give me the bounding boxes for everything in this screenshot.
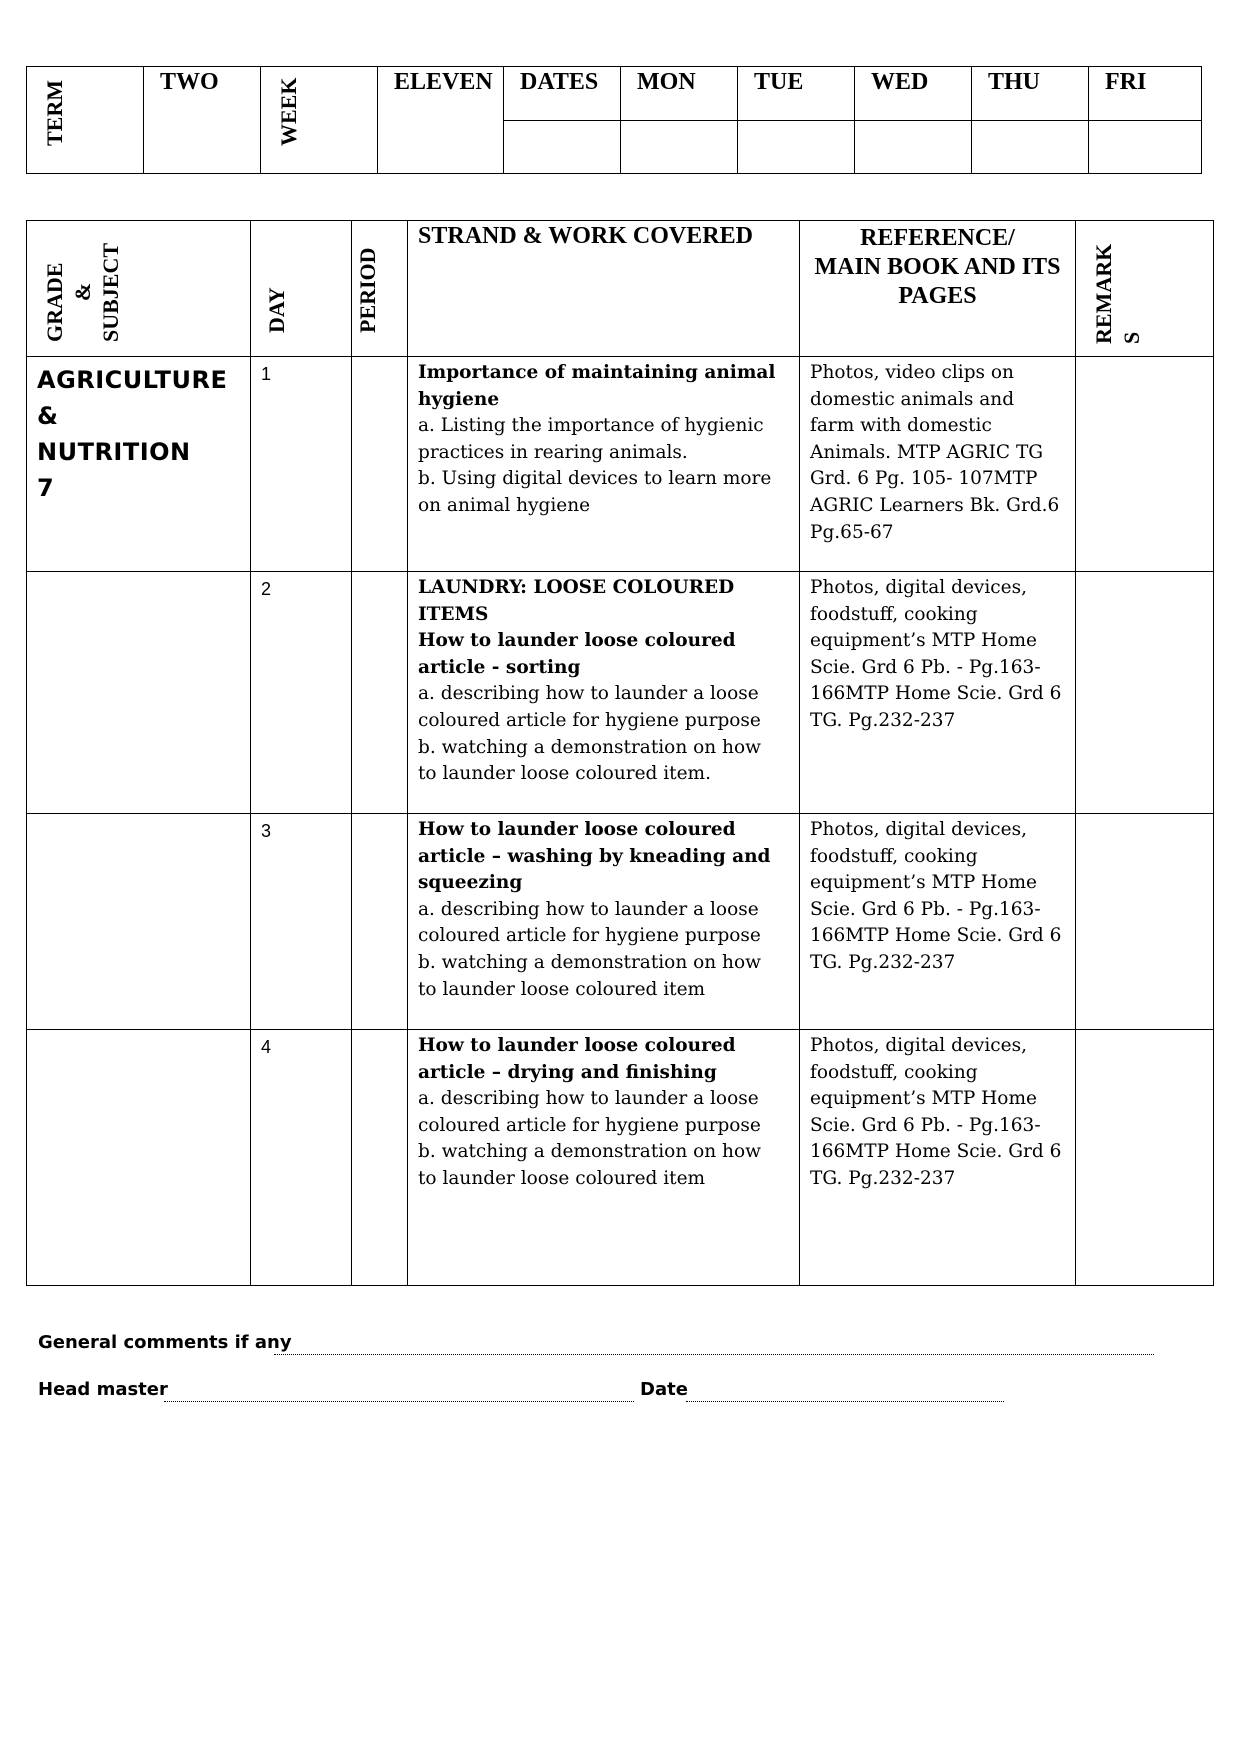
- reference-line: Pg.65-67: [810, 521, 894, 543]
- subject-line: 7: [37, 474, 55, 502]
- work-title-line: How to launder loose coloured: [418, 1035, 736, 1056]
- date-label: Date: [640, 1379, 688, 1400]
- reference-line: AGRIC Learners Bk. Grd.6: [810, 494, 1060, 516]
- reference-line: TG. Pg.232-237: [810, 951, 956, 973]
- ampersand-header-text: &: [70, 282, 95, 302]
- reference-line: Scie. Grd 6 Pb. - Pg.163-: [810, 656, 1041, 678]
- work-covered-cell: [408, 1030, 800, 1286]
- reference-line: foodstuff, cooking: [810, 1061, 978, 1083]
- dates-label: DATES: [504, 67, 621, 121]
- subject-line: AGRICULTURE: [37, 366, 228, 394]
- day-header-tue: TUE: [738, 67, 855, 121]
- general-comments-line[interactable]: [274, 1354, 1154, 1355]
- work-title-line: LAUNDRY: LOOSE COLOURED: [418, 577, 735, 598]
- reference-cell: [800, 357, 1076, 572]
- grade-subject-header: [27, 221, 251, 357]
- reference-line: TG. Pg.232-237: [810, 1167, 956, 1189]
- period-header-text: PERIOD: [355, 247, 380, 333]
- work-text-line: b. Using digital devices to learn more: [418, 468, 772, 490]
- work-title-line: article – drying and finishing: [418, 1061, 717, 1083]
- reference-line: Photos, video clips on: [810, 362, 1014, 383]
- period-header: [352, 221, 408, 357]
- date-line[interactable]: [686, 1401, 1004, 1402]
- work-title-line: ITEMS: [418, 603, 489, 625]
- table-row: [27, 1030, 1214, 1286]
- reference-line: foodstuff, cooking: [810, 603, 978, 625]
- reference-line: Photos, digital devices,: [810, 577, 1027, 598]
- period-cell: [352, 1030, 408, 1286]
- day-header-fri: FRI: [1089, 67, 1202, 121]
- subject-cell: [27, 572, 251, 814]
- work-text-line: practices in rearing animals.: [418, 441, 688, 463]
- subject-line: NUTRITION: [37, 438, 191, 466]
- general-comments-label: General comments if any: [38, 1332, 292, 1353]
- remarks-header: [1076, 221, 1214, 357]
- period-cell: [352, 572, 408, 814]
- date-cell-mon: [621, 121, 738, 174]
- table-row: [27, 572, 1214, 814]
- day-header-mon: MON: [621, 67, 738, 121]
- date-cell-wed: [855, 121, 972, 174]
- work-text-line: b. watching a demonstration on how: [418, 951, 761, 973]
- work-text-line: a. describing how to launder a loose: [418, 683, 759, 705]
- remarks-cell: [1076, 572, 1214, 814]
- work-text-line: coloured article for hygiene purpose: [418, 709, 761, 731]
- reference-line: Photos, digital devices,: [810, 819, 1027, 840]
- day-header-thu: THU: [972, 67, 1089, 121]
- scheme-of-work-table: [26, 220, 1214, 1286]
- work-title-line: article - sorting: [418, 656, 581, 678]
- reference-cell: [800, 1030, 1076, 1286]
- reference-header-line-2: MAIN BOOK AND ITS: [814, 254, 1061, 280]
- work-text-line: a. Listing the importance of hygienic: [418, 415, 764, 437]
- reference-line: TG. Pg.232-237: [810, 709, 956, 731]
- reference-line: 166MTP Home Scie. Grd 6: [810, 683, 1062, 705]
- work-text-line: to launder loose coloured item: [418, 1167, 706, 1189]
- work-text-line: to launder loose coloured item.: [418, 763, 711, 785]
- reference-line: equipment’s MTP Home: [810, 1088, 1037, 1110]
- reference-line: 166MTP Home Scie. Grd 6: [810, 925, 1062, 947]
- work-title-line: How to launder loose coloured: [418, 630, 736, 652]
- reference-header-line-3: PAGES: [898, 283, 977, 309]
- reference-cell: [800, 814, 1076, 1030]
- reference-line: equipment’s MTP Home: [810, 630, 1037, 652]
- date-cell-thu: [972, 121, 1089, 174]
- remarks-header-line-1: REMARK: [1091, 243, 1116, 344]
- work-text-line: to launder loose coloured item: [418, 978, 706, 1000]
- reference-header-line-1: REFERENCE/: [860, 225, 1015, 251]
- work-text-line: b. watching a demonstration on how: [418, 736, 761, 758]
- reference-line: Animals. MTP AGRIC TG: [810, 441, 1044, 463]
- reference-line: domestic animals and: [810, 388, 1015, 410]
- headmaster-label: Head master: [38, 1379, 168, 1400]
- period-cell: [352, 814, 408, 1030]
- reference-line: foodstuff, cooking: [810, 845, 978, 867]
- period-cell: [352, 357, 408, 572]
- date-cell-fri: [1089, 121, 1202, 174]
- subject-line: &: [37, 402, 59, 430]
- reference-line: Photos, digital devices,: [810, 1035, 1027, 1056]
- grade-header-text: GRADE: [42, 262, 67, 342]
- work-covered-cell: [408, 572, 800, 814]
- work-text-line: coloured article for hygiene purpose: [418, 925, 761, 947]
- subject-cell: [27, 1030, 251, 1286]
- work-title-line: How to launder loose coloured: [418, 819, 736, 840]
- reference-line: 166MTP Home Scie. Grd 6: [810, 1141, 1062, 1163]
- work-title-line: hygiene: [418, 388, 500, 410]
- table-row: [27, 357, 1214, 572]
- reference-line: Scie. Grd 6 Pb. - Pg.163-: [810, 1114, 1041, 1136]
- remarks-cell: [1076, 1030, 1214, 1286]
- reference-line: Grd. 6 Pg. 105- 107MTP: [810, 468, 1038, 490]
- reference-line: equipment’s MTP Home: [810, 872, 1037, 894]
- remarks-cell: [1076, 357, 1214, 572]
- term-value: TWO: [144, 67, 261, 174]
- day-number: 2: [251, 572, 352, 814]
- table-row: [27, 814, 1214, 1030]
- remarks-header-line-2: S: [1119, 331, 1144, 344]
- work-text-line: b. watching a demonstration on how: [418, 1141, 761, 1163]
- reference-header: [800, 221, 1076, 357]
- subject-cell: [27, 814, 251, 1030]
- work-title-line: article – washing by kneading and: [418, 845, 771, 867]
- week-label-cell: [261, 67, 378, 174]
- remarks-cell: [1076, 814, 1214, 1030]
- work-title-line: squeezing: [418, 872, 523, 894]
- headmaster-signature-line[interactable]: [164, 1401, 634, 1402]
- term-label-cell: [27, 67, 144, 174]
- work-title-line: Importance of maintaining animal: [418, 362, 776, 383]
- strand-header: STRAND & WORK COVERED: [408, 221, 800, 357]
- week-label: WEEK: [276, 77, 301, 146]
- term-week-table: [26, 66, 1202, 174]
- work-text-line: on animal hygiene: [418, 494, 591, 516]
- reference-line: farm with domestic: [810, 415, 992, 437]
- work-text-line: a. describing how to launder a loose: [418, 898, 759, 920]
- subject-cell: [27, 357, 251, 572]
- reference-cell: [800, 572, 1076, 814]
- term-label: TERM: [42, 80, 67, 146]
- work-text-line: coloured article for hygiene purpose: [418, 1114, 761, 1136]
- week-value: ELEVEN: [378, 67, 504, 174]
- day-header: [251, 221, 352, 357]
- work-text-line: a. describing how to launder a loose: [418, 1088, 759, 1110]
- date-cell-tue: [738, 121, 855, 174]
- day-number: 3: [251, 814, 352, 1030]
- day-header-wed: WED: [855, 67, 972, 121]
- dates-blank-cell: [504, 121, 621, 174]
- work-covered-cell: [408, 814, 800, 1030]
- day-header-text: DAY: [264, 287, 289, 333]
- reference-line: Scie. Grd 6 Pb. - Pg.163-: [810, 898, 1041, 920]
- work-covered-cell: [408, 357, 800, 572]
- subject-header-text: SUBJECT: [98, 242, 123, 342]
- day-number: 4: [251, 1030, 352, 1286]
- day-number: 1: [251, 357, 352, 572]
